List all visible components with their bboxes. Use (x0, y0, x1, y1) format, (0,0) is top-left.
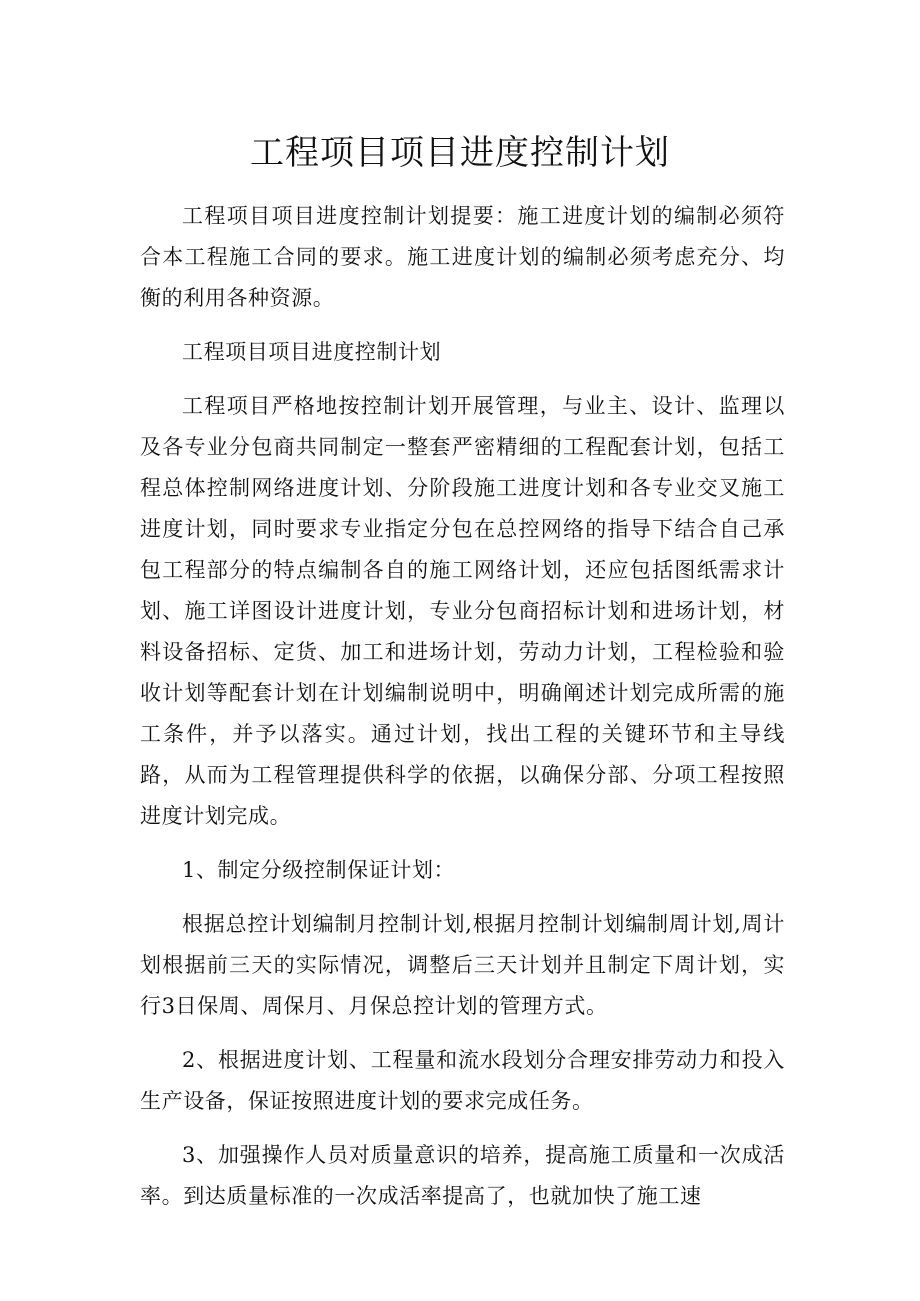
body-paragraph: 根据总控计划编制月控制计划,根据月控制计划编制周计划,周计划根据前三天的实际情况，调整后三天计划并且制定下周计划，实行3日保周、周保月、月保总控计划的管理方式。 (140, 912, 785, 1018)
section-heading: 工程项目项目进度控制计划 (182, 340, 442, 364)
list-item: 2、根据进度计划、工程量和流水段划分合理安排劳动力和投入生产设备，保证按照进度计划的要求完成任务。 (140, 1048, 785, 1113)
document-title: 工程项目项目进度控制计划 (250, 133, 670, 173)
list-item: 3、加强操作人员对质量意识的培养，提高施工质量和一次成活率。到达质量标准的一次成活率提高了，也就加快了施工速 (140, 1143, 785, 1208)
list-item-heading: 1、制定分级控制保证计划： (182, 858, 456, 882)
body-paragraph: 工程项目严格地按控制计划开展管理，与业主、设计、监理以及各专业分包商共同制定一整套严密精细的工程配套计划，包括工程总体控制网络进度计划、分阶段施工进度计划和各专业交叉施工进度计划，同时要求专业指定分包在总控网络的指导下结合自己承包工程部分的特点编制各自的施工网络计划，还应包括图纸需求计划、施工详图设计进度计划，专业分包商招标计划和进场计划，材料设备招标、定货、加工和进场计划，劳动力计划，工程检验和验收计划等配套计划在计划编制说明中，明确阐述计划完成所需的施工条件，并予以落实。通过计划，找出工程的关键环节和主导线路，从而为工程管理提供科学的依据，以确保分部、分项工程按照进度计划完成。 (140, 394, 785, 828)
document-body (140, 196, 785, 1230)
summary-paragraph: 工程项目项目进度控制计划提要：施工进度计划的编制必须符合本工程施工合同的要求。施工进度计划的编制必须考虑充分、均衡的利用各种资源。 (140, 204, 785, 310)
